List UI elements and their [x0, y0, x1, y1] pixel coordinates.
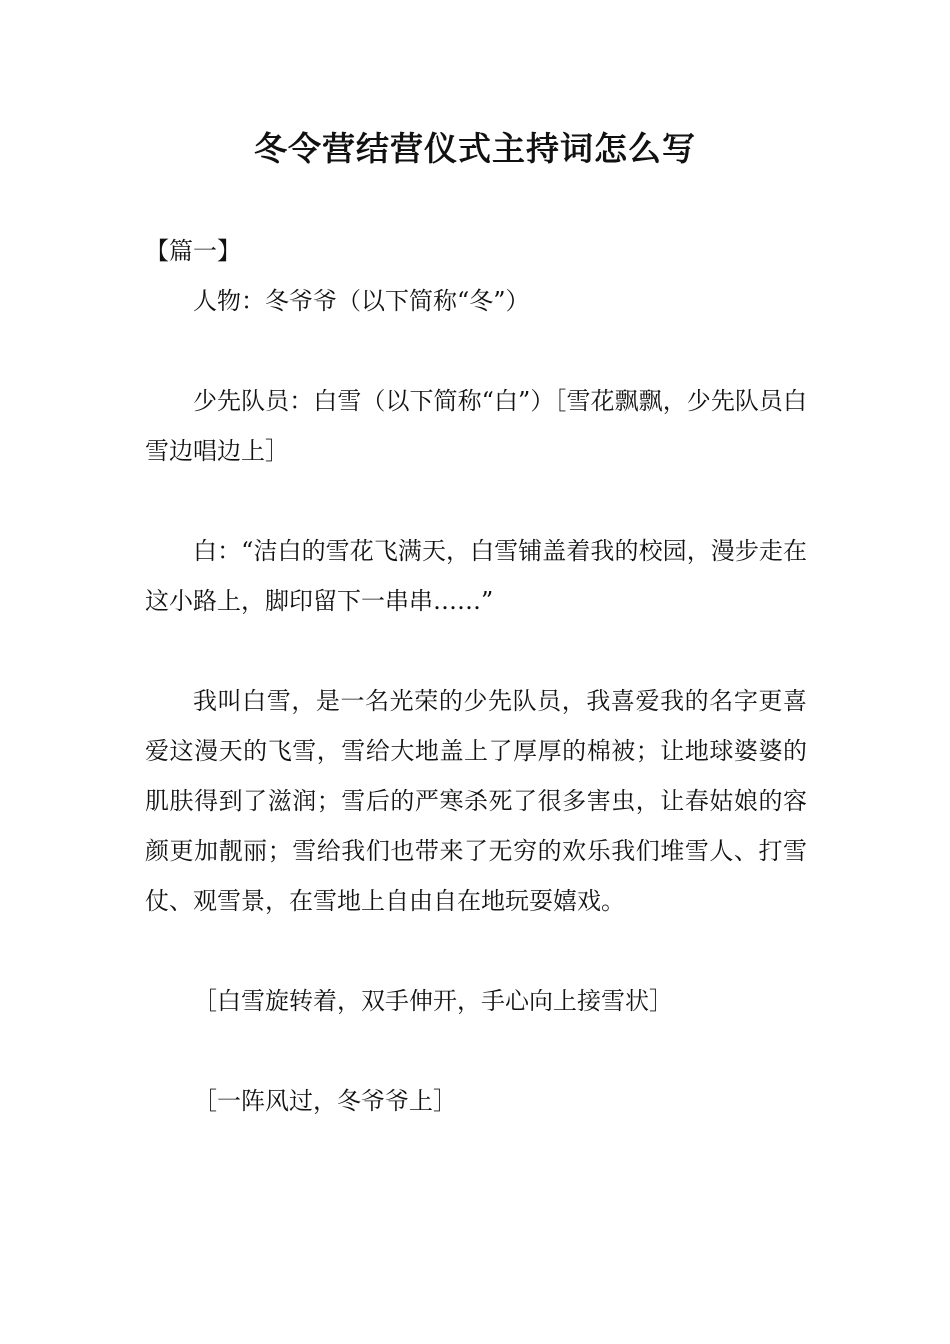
paragraph-spacer [145, 926, 807, 976]
page-title: 冬令营结营仪式主持词怎么写 [254, 129, 696, 168]
paragraph-spacer [145, 476, 807, 526]
paragraph-stage-direction-spin: ［白雪旋转着，双手伸开，手心向上接雪状］ [193, 987, 673, 1015]
paragraph-spacer [145, 626, 807, 676]
document-body [145, 226, 807, 1126]
paragraph-characters: 人物：冬爷爷（以下简称“冬”） [193, 287, 530, 315]
paragraph-spacer [145, 1026, 807, 1076]
paragraph-spacer [145, 326, 807, 376]
paragraph-stage-direction-wind: ［一阵风过，冬爷爷上］ [193, 1087, 457, 1115]
paragraph-monologue: 我叫白雪，是一名光荣的少先队员，我喜爱我的名字更喜爱这漫天的飞雪，雪给大地盖上了厚厚的棉被；让地球婆婆的肌肤得到了滋润；雪后的严寒杀死了很多害虫，让春姑娘的容颜更加靓丽；雪给我们也带来了无穷的欢乐我们堆雪人、打雪仗、观雪景，在雪地上自由自在地玩耍嬉戏。 [145, 687, 807, 915]
paragraph-song: 白：“洁白的雪花飞满天，白雪铺盖着我的校园，漫步走在这小路上，脚印留下一串串……” [145, 537, 807, 615]
section-label: 【篇一】 [145, 237, 241, 265]
paragraph-young-pioneer: 少先队员：白雪（以下简称“白”）［雪花飘飘，少先队员白雪边唱边上］ [145, 387, 807, 465]
